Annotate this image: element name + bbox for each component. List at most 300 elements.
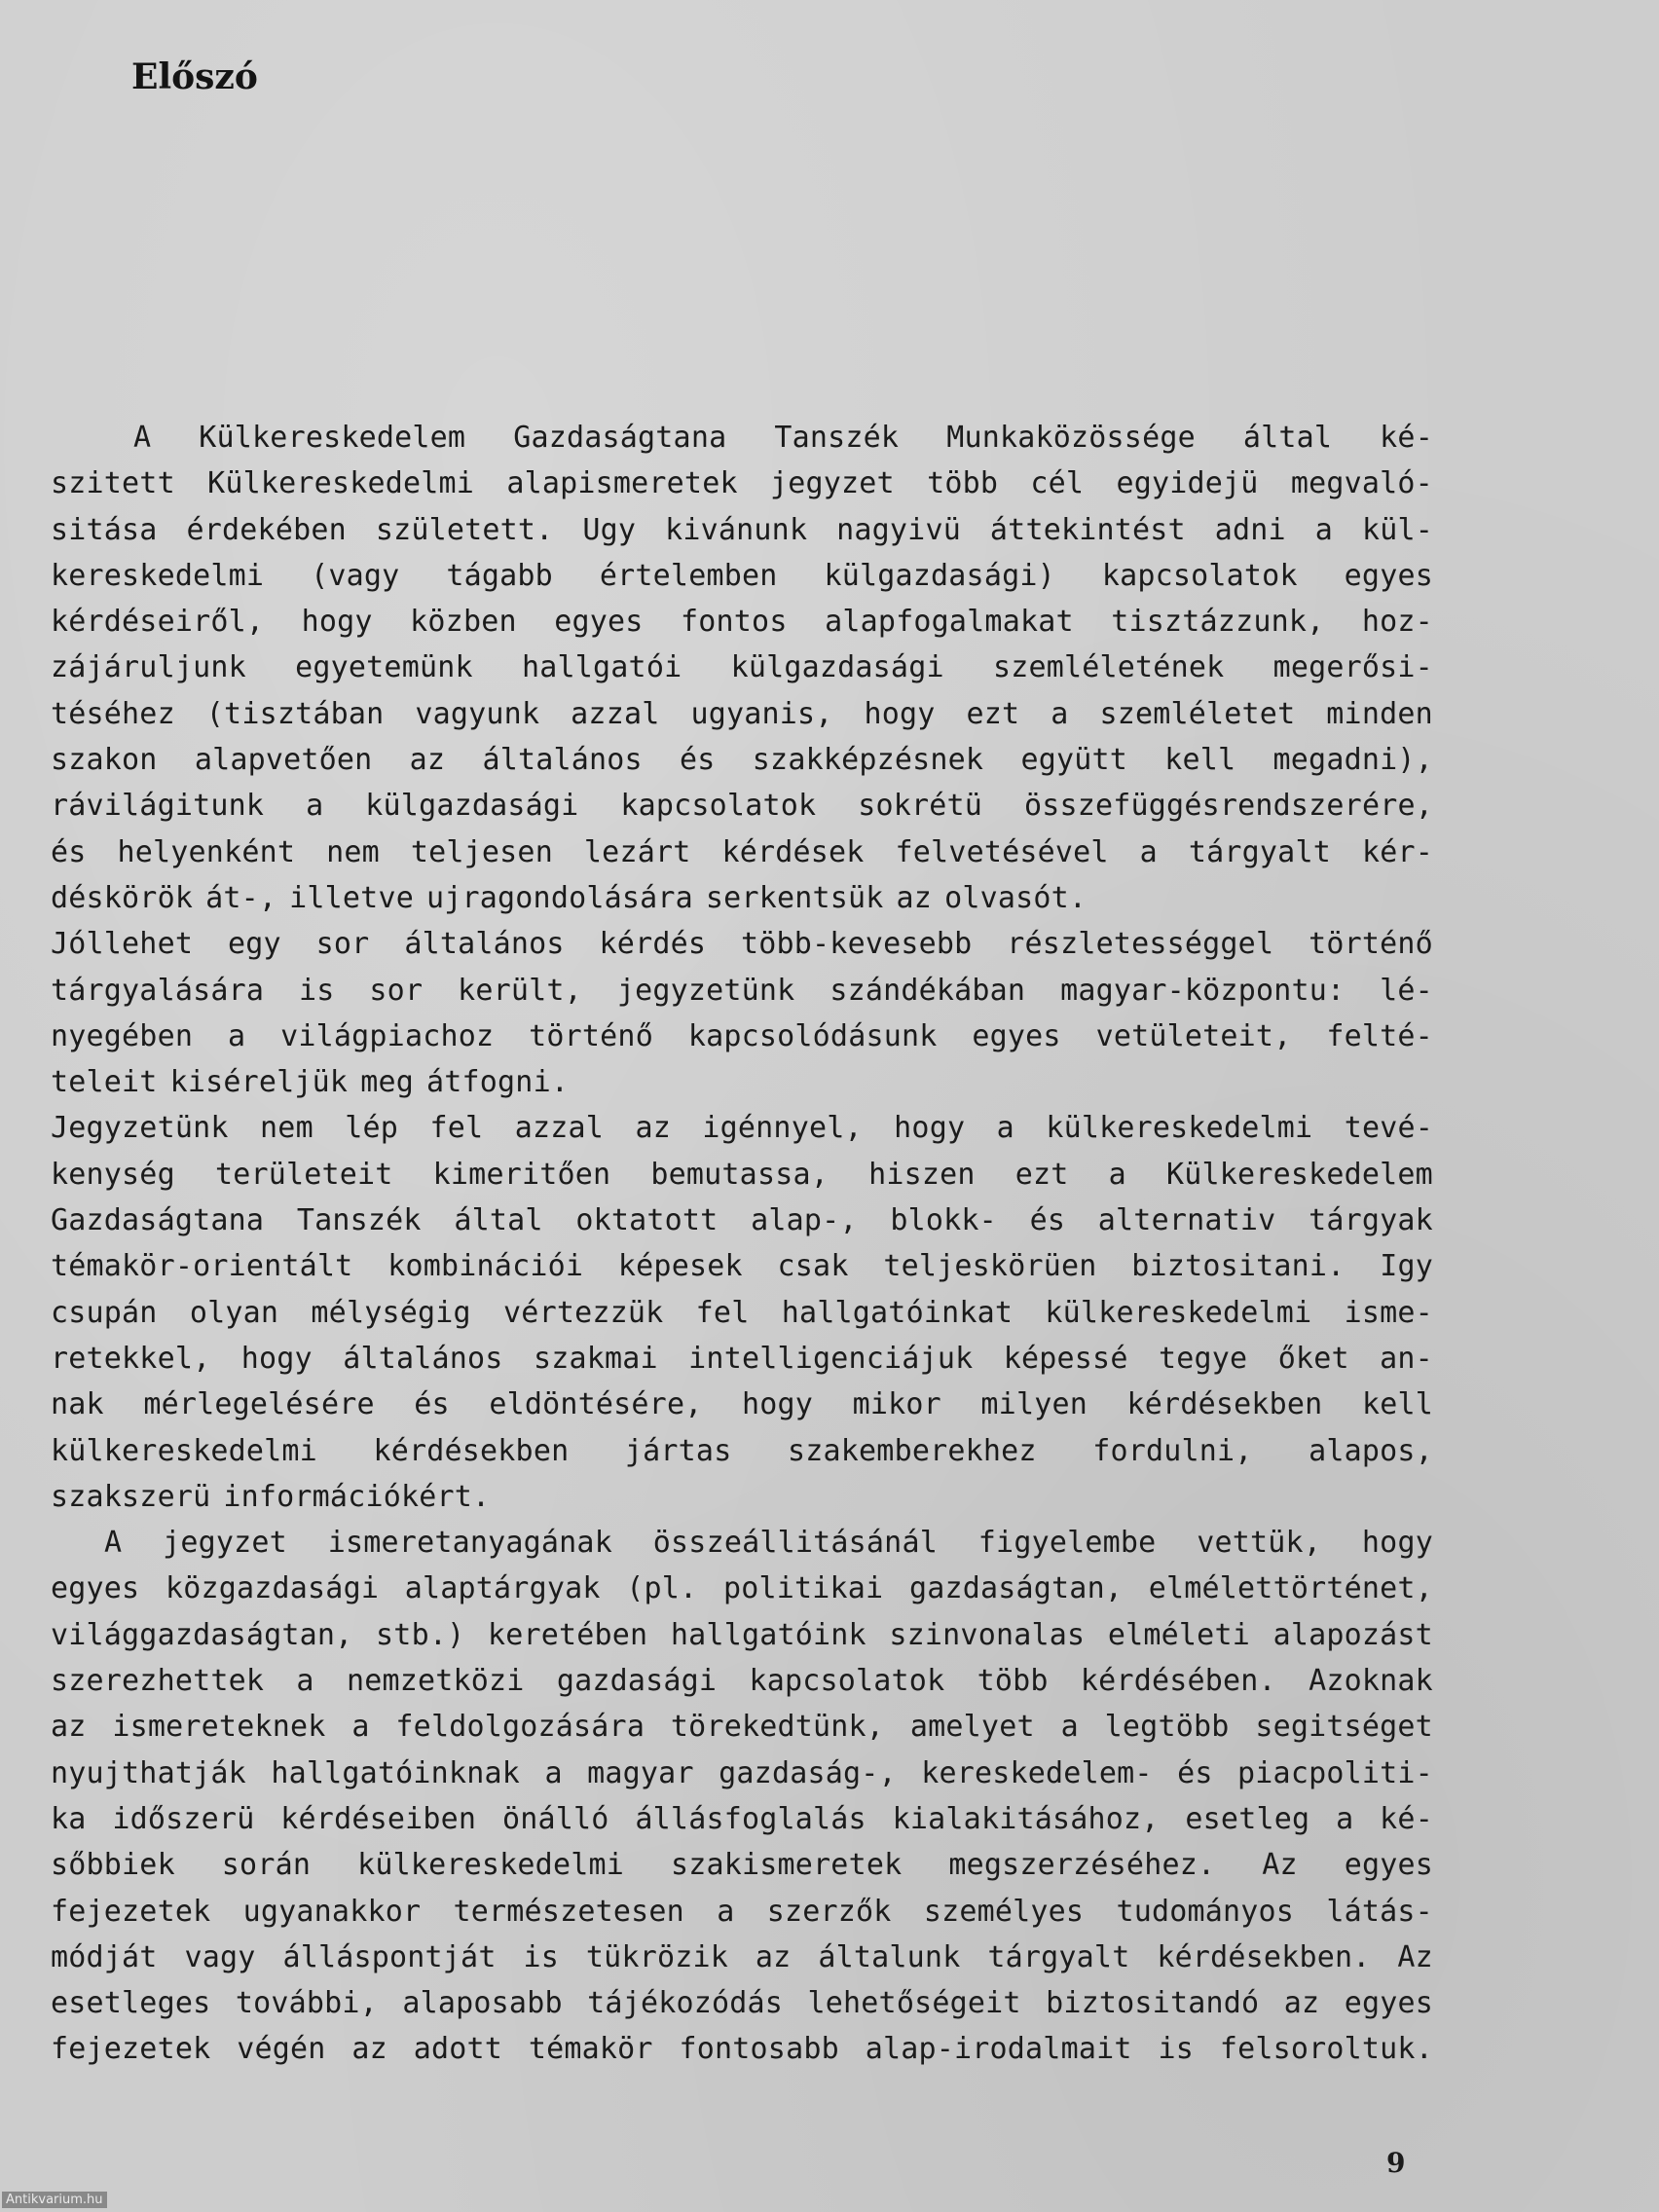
- word: Munkaközössége: [946, 421, 1196, 455]
- word: bemutassa,: [650, 1157, 829, 1192]
- word: keretében: [487, 1617, 648, 1652]
- word: lép: [345, 1111, 399, 1146]
- word: serkentsük: [705, 880, 884, 915]
- word: ugyanis,: [690, 696, 833, 731]
- word: fordulni,: [1092, 1433, 1253, 1468]
- word: természetesen: [453, 1894, 684, 1929]
- word: az: [1283, 1986, 1320, 2021]
- text-line: [51, 968, 1433, 1014]
- word: az: [351, 2032, 387, 2067]
- text-line: [51, 1059, 1433, 1105]
- word: hallgatói: [521, 650, 682, 685]
- word: során: [221, 1848, 312, 1883]
- text-line: [51, 1014, 1433, 1059]
- word: Jegyzetünk: [51, 1111, 229, 1146]
- text-line: [51, 507, 1433, 553]
- word: hallgatóinknak: [271, 1755, 520, 1790]
- word: általános: [404, 927, 565, 962]
- word: fejezetek: [51, 1894, 211, 1929]
- word: kérdésekben.: [1157, 1939, 1371, 1974]
- word: fontos: [681, 605, 788, 640]
- word: tágabb: [446, 558, 553, 593]
- text-line: [51, 553, 1433, 599]
- preface-body: [51, 415, 1433, 2073]
- word: összefüggésrendszerére,: [1023, 789, 1433, 824]
- word: tárgyak: [1309, 1203, 1433, 1238]
- word: sőbbiek: [51, 1848, 175, 1883]
- word: alapos,: [1309, 1433, 1433, 1468]
- word: egyes: [1344, 1848, 1433, 1883]
- word: ka: [51, 1801, 87, 1836]
- word: képessé: [1003, 1341, 1128, 1376]
- word: kombinációi: [387, 1249, 584, 1284]
- word: kül-: [1361, 512, 1433, 547]
- word: az: [896, 880, 933, 915]
- word: ismeretanyagának: [327, 1526, 612, 1561]
- word: isme-: [1344, 1295, 1433, 1330]
- text-line: [51, 783, 1433, 829]
- word: igénnyel,: [702, 1111, 863, 1146]
- word: teljeskörüen: [883, 1249, 1097, 1284]
- word: Azoknak: [1309, 1664, 1433, 1699]
- word: szakszerü: [51, 1479, 211, 1514]
- word: figyelembe: [977, 1526, 1157, 1561]
- word: egyes: [1344, 1986, 1433, 2021]
- word: tárgyalt: [1188, 834, 1331, 869]
- word: kapcsolatok: [749, 1664, 945, 1699]
- word: elméleti: [1107, 1617, 1250, 1652]
- word: biztositandó: [1046, 1986, 1260, 2021]
- word: azzal: [571, 696, 660, 731]
- word: nem: [326, 834, 380, 869]
- word: hallgatóinkat: [781, 1295, 1014, 1330]
- word: szándékában: [830, 973, 1026, 1008]
- word: kérdéseiről,: [51, 605, 265, 640]
- word: teleit: [51, 1065, 158, 1100]
- word: a: [1314, 512, 1333, 547]
- word: biztositani.: [1131, 1249, 1346, 1284]
- word: segitséget: [1255, 1710, 1433, 1745]
- word: ezt: [1014, 1157, 1069, 1192]
- word: vértezzük: [503, 1295, 664, 1330]
- word: szakismeretek: [670, 1848, 903, 1883]
- word: cél: [1030, 466, 1085, 501]
- word: tájékozódás: [587, 1986, 784, 2021]
- text-line: [51, 1520, 1433, 1566]
- word: egyidejü: [1116, 466, 1259, 501]
- word: született.: [375, 512, 554, 547]
- word: vagyunk: [415, 696, 540, 731]
- word: általunk: [818, 1939, 961, 1974]
- word: adott: [413, 2032, 502, 2067]
- text-line: [51, 1751, 1433, 1796]
- word: együtt: [1020, 743, 1128, 778]
- word: a: [544, 1755, 563, 1790]
- word: jegyzet: [163, 1526, 287, 1561]
- text-line: [51, 1428, 1433, 1474]
- word: több: [927, 466, 999, 501]
- text-line: [51, 599, 1433, 645]
- word: az: [409, 743, 446, 778]
- page-heading: Előszó: [131, 56, 258, 97]
- word: intelligenciájuk: [688, 1341, 974, 1376]
- word: illetve: [289, 880, 414, 915]
- word: egy: [227, 927, 281, 962]
- word: nak: [51, 1387, 104, 1422]
- word: alapozást: [1272, 1617, 1433, 1652]
- word: téséhez: [51, 696, 175, 731]
- word: a: [1139, 834, 1158, 869]
- word: szakképzésnek: [752, 743, 984, 778]
- text-line: [51, 1152, 1433, 1198]
- word: retekkel,: [51, 1341, 211, 1376]
- word: átfogni.: [426, 1065, 570, 1100]
- word: oktatott: [575, 1203, 719, 1238]
- word: szerezhettek: [51, 1664, 265, 1699]
- word: külkereskedelmi: [1046, 1111, 1313, 1146]
- word: egyes: [972, 1018, 1061, 1053]
- word: déskörök: [51, 880, 194, 915]
- word: az: [755, 1939, 792, 1974]
- word: ké-: [1380, 421, 1433, 455]
- word: őket: [1277, 1341, 1349, 1376]
- word: további,: [235, 1986, 378, 2021]
- word: történő: [529, 1018, 653, 1053]
- word: Ugy: [582, 512, 637, 547]
- word: Külkereskedelmi: [207, 466, 475, 501]
- word: gazdaság-,: [719, 1755, 897, 1790]
- word: (vagy: [311, 558, 400, 593]
- word: is: [1158, 2032, 1194, 2067]
- word: által: [454, 1203, 543, 1238]
- word: álláspontját: [282, 1939, 497, 1974]
- word: sor: [315, 927, 370, 962]
- word: külkereskedelmi: [1045, 1295, 1312, 1330]
- word: adni: [1214, 512, 1286, 547]
- word: kérdésekben: [1126, 1387, 1323, 1422]
- word: vettük,: [1197, 1526, 1322, 1561]
- text-line: [51, 1842, 1433, 1888]
- word: lezárt: [583, 834, 691, 869]
- word: kapcsolódásunk: [687, 1018, 938, 1053]
- word: és: [414, 1387, 450, 1422]
- word: hallgatóink: [670, 1617, 866, 1652]
- word: egyes: [51, 1571, 140, 1606]
- text-line: [51, 1704, 1433, 1750]
- word: Igy: [1380, 1249, 1433, 1284]
- word: alaposabb: [402, 1986, 563, 2021]
- word: kenység: [51, 1157, 175, 1192]
- word: fontosabb: [679, 2032, 839, 2067]
- word: kivánunk: [665, 512, 808, 547]
- word: kell: [1164, 743, 1236, 778]
- word: szakmai: [533, 1341, 658, 1376]
- word: csupán: [51, 1295, 158, 1330]
- word: elmélettörténet,: [1148, 1571, 1433, 1606]
- word: hogy: [894, 1111, 966, 1146]
- word: a: [996, 1111, 1014, 1146]
- word: vagy: [184, 1939, 256, 1974]
- word: szerzők: [766, 1894, 892, 1929]
- page-number: 9: [1386, 2147, 1406, 2179]
- word: nem: [260, 1111, 313, 1146]
- word: lehetőségeit: [807, 1986, 1021, 2021]
- watermark: Antikvarium.hu: [2, 2192, 107, 2208]
- word: Külkereskedelem: [1166, 1157, 1433, 1192]
- word: mikor: [852, 1387, 941, 1422]
- word: az: [51, 1710, 87, 1745]
- word: állásfoglalás: [635, 1801, 866, 1836]
- word: is: [523, 1939, 560, 1974]
- word: a: [296, 1664, 314, 1699]
- word: tudományos: [1116, 1894, 1295, 1929]
- word: külkereskedelmi: [357, 1848, 624, 1883]
- word: nyujthatják: [51, 1755, 246, 1790]
- word: külgazdasági: [365, 789, 579, 824]
- word: vetületeit,: [1095, 1018, 1292, 1053]
- text-line: [51, 1566, 1433, 1611]
- word: általános: [343, 1341, 503, 1376]
- word: szitett: [51, 466, 175, 501]
- word: ugyanakkor: [242, 1894, 422, 1929]
- word: tárgyalására: [51, 973, 265, 1008]
- word: által: [1242, 421, 1333, 455]
- word: A: [133, 421, 152, 455]
- word: témakör-orientált: [51, 1249, 353, 1284]
- word: alternativ: [1097, 1203, 1276, 1238]
- text-line: [51, 645, 1433, 690]
- word: végén: [237, 2032, 326, 2067]
- word: egyes: [1344, 558, 1433, 593]
- word: közgazdasági: [165, 1571, 380, 1606]
- text-line: [51, 461, 1433, 506]
- word: képesek: [617, 1249, 743, 1284]
- word: ezt: [966, 696, 1020, 731]
- word: alapvetően: [194, 743, 373, 778]
- word: tisztázzunk,: [1111, 605, 1325, 640]
- text-line: [51, 415, 1433, 461]
- word: megszerzéséhez.: [948, 1848, 1216, 1883]
- word: minden: [1326, 696, 1433, 731]
- word: hogy: [1361, 1526, 1433, 1561]
- word: kimeritően: [432, 1157, 611, 1192]
- word: nemzetközi: [346, 1664, 525, 1699]
- word: világgazdaságtan,: [51, 1617, 353, 1652]
- text-line: [51, 691, 1433, 737]
- word: és: [1177, 1755, 1213, 1790]
- word: sokrétü: [858, 789, 983, 824]
- word: fel: [695, 1295, 750, 1330]
- word: kell: [1361, 1387, 1433, 1422]
- word: kérdés: [599, 927, 707, 962]
- word: ismereteknek: [112, 1710, 326, 1745]
- text-line: [51, 1105, 1433, 1151]
- text-line: [51, 830, 1433, 875]
- word: egyes: [554, 605, 644, 640]
- word: külgazdasági): [824, 558, 1055, 593]
- word: azzal: [514, 1111, 605, 1146]
- word: személyes: [923, 1894, 1085, 1929]
- word: a: [351, 1710, 370, 1745]
- word: önálló: [502, 1801, 609, 1836]
- word: az: [635, 1111, 671, 1146]
- word: stb.): [376, 1617, 465, 1652]
- word: időszerü: [112, 1801, 255, 1836]
- word: ujragondolására: [425, 880, 693, 915]
- word: területeit: [214, 1157, 393, 1192]
- word: külkereskedelmi: [51, 1433, 317, 1468]
- word: egyetemünk: [295, 650, 473, 685]
- word: magyar-központu:: [1060, 973, 1346, 1008]
- word: alapfogalmakat: [825, 605, 1074, 640]
- word: szinvonalas: [889, 1617, 1086, 1652]
- text-line: [51, 1612, 1433, 1658]
- word: sitása: [51, 512, 158, 547]
- word: a: [306, 789, 324, 824]
- word: legtöbb: [1104, 1710, 1230, 1745]
- word: jegyzetünk: [616, 973, 795, 1008]
- word: alap-,: [751, 1203, 858, 1238]
- word: tükrözik: [585, 1939, 729, 1974]
- word: piacpoliti-: [1237, 1755, 1433, 1790]
- word: át-,: [205, 880, 277, 915]
- word: és: [1029, 1203, 1066, 1238]
- word: kapcsolatok: [1101, 558, 1298, 593]
- word: és: [680, 743, 716, 778]
- word: alap-irodalmait: [865, 2032, 1132, 2067]
- word: hoz-: [1361, 605, 1433, 640]
- word: helyenként: [117, 834, 296, 869]
- word: részletességgel: [1007, 927, 1274, 962]
- text-line: [51, 921, 1433, 967]
- word: rávilágitunk: [51, 789, 265, 824]
- text-line: [51, 1935, 1433, 1980]
- word: kér-: [1361, 834, 1433, 869]
- word: szakon: [51, 743, 158, 778]
- word: sor: [369, 973, 424, 1008]
- text-line: [51, 1382, 1433, 1427]
- word: világpiachoz: [280, 1018, 495, 1053]
- word: ké-: [1380, 1801, 1433, 1836]
- word: felté-: [1326, 1018, 1433, 1053]
- word: mélységig: [311, 1295, 471, 1330]
- word: esetleges: [51, 1986, 211, 2021]
- word: alaptárgyak: [404, 1571, 601, 1606]
- word: meg: [360, 1065, 414, 1100]
- word: külgazdasági: [730, 650, 944, 685]
- word: és: [51, 834, 87, 869]
- word: olvasót.: [944, 880, 1088, 915]
- word: an-: [1380, 1341, 1433, 1376]
- word: gazdaságtan,: [908, 1571, 1124, 1606]
- text-line: [51, 1980, 1433, 2026]
- word: áttekintést: [989, 512, 1186, 547]
- word: kialakitásához,: [892, 1801, 1160, 1836]
- word: felvetésével: [895, 834, 1109, 869]
- text-line: [51, 737, 1433, 783]
- word: eldöntésére,: [489, 1387, 703, 1422]
- word: Gazdaságtana: [513, 421, 727, 455]
- text-line: [51, 1796, 1433, 1842]
- word: több: [977, 1664, 1049, 1699]
- text-line: [51, 1474, 1433, 1520]
- word: fel: [429, 1111, 484, 1146]
- word: A: [104, 1526, 123, 1561]
- word: hogy: [864, 696, 936, 731]
- word: kérdések: [721, 834, 865, 869]
- word: (pl.: [626, 1571, 698, 1606]
- word: zájáruljunk: [51, 650, 246, 685]
- word: felsoroltuk.: [1219, 2032, 1433, 2067]
- word: tevé-: [1344, 1111, 1433, 1146]
- word: értelemben: [599, 558, 778, 593]
- word: Tanszék: [296, 1203, 422, 1238]
- word: politikai: [722, 1571, 884, 1606]
- word: Jóllehet: [51, 927, 194, 962]
- word: módját: [51, 1939, 158, 1974]
- word: általános: [482, 743, 643, 778]
- word: nyegében: [51, 1018, 194, 1053]
- word: történő: [1309, 927, 1433, 962]
- word: kérdésekben: [373, 1433, 570, 1468]
- word: a: [1060, 1710, 1079, 1745]
- word: blokk-: [890, 1203, 997, 1238]
- word: magyar: [587, 1755, 694, 1790]
- word: csak: [777, 1249, 849, 1284]
- word: témakör: [528, 2032, 653, 2067]
- word: megadni),: [1272, 743, 1433, 778]
- text-line: [51, 875, 1433, 921]
- word: került,: [458, 973, 582, 1008]
- word: megerősi-: [1272, 650, 1433, 685]
- word: kereskedelmi: [51, 558, 265, 593]
- word: érdekében: [186, 512, 347, 547]
- word: jegyzet: [769, 466, 895, 501]
- word: kiséreljük: [169, 1065, 349, 1100]
- word: Tanszék: [774, 421, 900, 455]
- word: Gazdaságtana: [51, 1203, 265, 1238]
- word: lé-: [1380, 973, 1433, 1008]
- word: kereskedelem-: [921, 1755, 1153, 1790]
- word: a: [717, 1894, 735, 1929]
- word: amelyet: [909, 1710, 1035, 1745]
- word: olyan: [189, 1295, 279, 1330]
- text-line: [51, 1243, 1433, 1289]
- text-line: [51, 1658, 1433, 1704]
- word: a: [1051, 696, 1069, 731]
- word: megvaló-: [1290, 466, 1433, 501]
- word: a: [1108, 1157, 1126, 1192]
- word: szakemberekhez: [788, 1433, 1037, 1468]
- text-line: [51, 2026, 1433, 2072]
- word: tegye: [1158, 1341, 1248, 1376]
- word: is: [299, 973, 335, 1008]
- word: alapismeretek: [506, 466, 738, 501]
- word: hiszen: [868, 1157, 976, 1192]
- word: (tisztában: [205, 696, 385, 731]
- word: kérdésében.: [1080, 1664, 1276, 1699]
- word: Az: [1262, 1848, 1298, 1883]
- word: feldolgozására: [395, 1710, 645, 1745]
- word: gazdasági: [556, 1664, 718, 1699]
- word: kérdéseiben: [280, 1801, 477, 1836]
- word: hogy: [240, 1341, 313, 1376]
- word: hogy: [301, 605, 373, 640]
- word: szemléletének: [992, 650, 1225, 685]
- text-line: [51, 1889, 1433, 1935]
- word: törekedtünk,: [670, 1710, 885, 1745]
- word: milyen: [980, 1387, 1088, 1422]
